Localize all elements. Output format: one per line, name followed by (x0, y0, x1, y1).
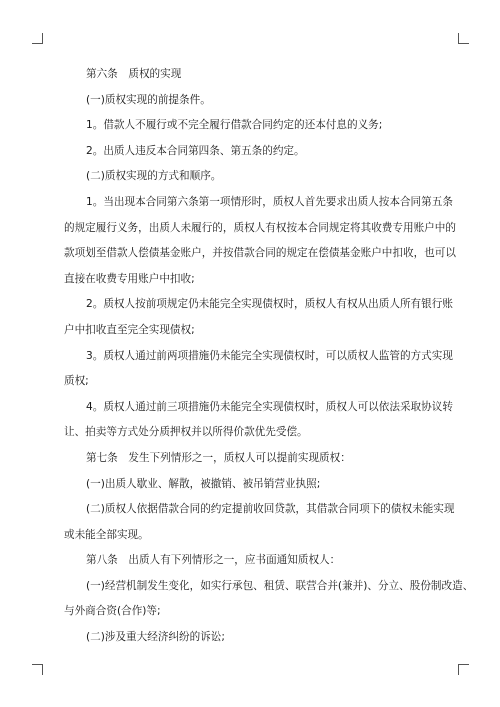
article-heading: 第六条 质权的实现 (86, 68, 182, 80)
crop-mark-bottom-left (32, 664, 43, 675)
clause-line: 款项划至借款人偿债基金账户，并按借款合同的规定在偿债基金账户中扣收，也可以 (64, 247, 456, 260)
clause-line: (二)涉及重大经济纠纷的诉讼; (86, 631, 225, 644)
crop-mark-bottom-right (458, 664, 469, 675)
article-heading: 第七条 发生下列情形之一，质权人可以提前实现质权： (86, 451, 351, 464)
clause-line: (一)出质人歇业、解散，被撤销、被吊销营业执照; (86, 477, 321, 490)
clause-line: 4。质权人通过前三项措施仍未能完全实现债权时，质权人可以依法采取协议转 (86, 400, 453, 413)
section-heading: (一)质权实现的前提条件。 (86, 93, 211, 106)
clause-line: 户中扣收直至完全实现债权; (64, 323, 195, 336)
clause-line: 与外商合资(合作)等; (64, 605, 161, 618)
document-body (64, 62, 474, 651)
clause-line: 质权; (64, 375, 89, 388)
clause-line: 1。当出现本合同第六条第一项情形时，质权人首先要求出质人按本合同第五条 (86, 195, 453, 208)
section-heading: (二)质权实现的方式和顺序。 (86, 170, 222, 183)
clause-line: 2。出质人违反本合同第四条、第五条的约定。 (86, 144, 305, 157)
clause-line: 直接在收费专用账户中扣收; (64, 272, 195, 285)
clause-line: 或未能全部实现。 (64, 528, 149, 541)
clause-line: (一)经营机制发生变化，如实行承包、租赁、联营合并(兼并)、分立、股份制改造、 (86, 579, 474, 592)
clause-line: (二)质权人依据借款合同的约定提前收回贷款，其借款合同项下的债权未能实现 (86, 503, 455, 516)
clause-line: 3。质权人通过前两项措施仍未能完全实现债权时，可以质权人监管的方式实现 (86, 349, 453, 362)
clause-line: 让、拍卖等方式处分质押权并以所得价款优先受偿。 (64, 426, 308, 439)
clause-line: 的规定履行义务，出质人未履行的，质权人有权按本合同规定将其收费专用账户中的 (64, 221, 456, 234)
crop-mark-top-right (458, 33, 469, 44)
clause-line: 1。借款人不履行或不完全履行借款合同约定的还本付息的义务; (86, 119, 383, 132)
crop-mark-top-left (32, 33, 43, 44)
article-heading: 第八条 出质人有下列情形之一，应书面通知质权人： (86, 554, 341, 567)
clause-line: 2。质权人按前项规定仍未能完全实现债权时，质权人有权从出质人所有银行账 (86, 298, 453, 311)
